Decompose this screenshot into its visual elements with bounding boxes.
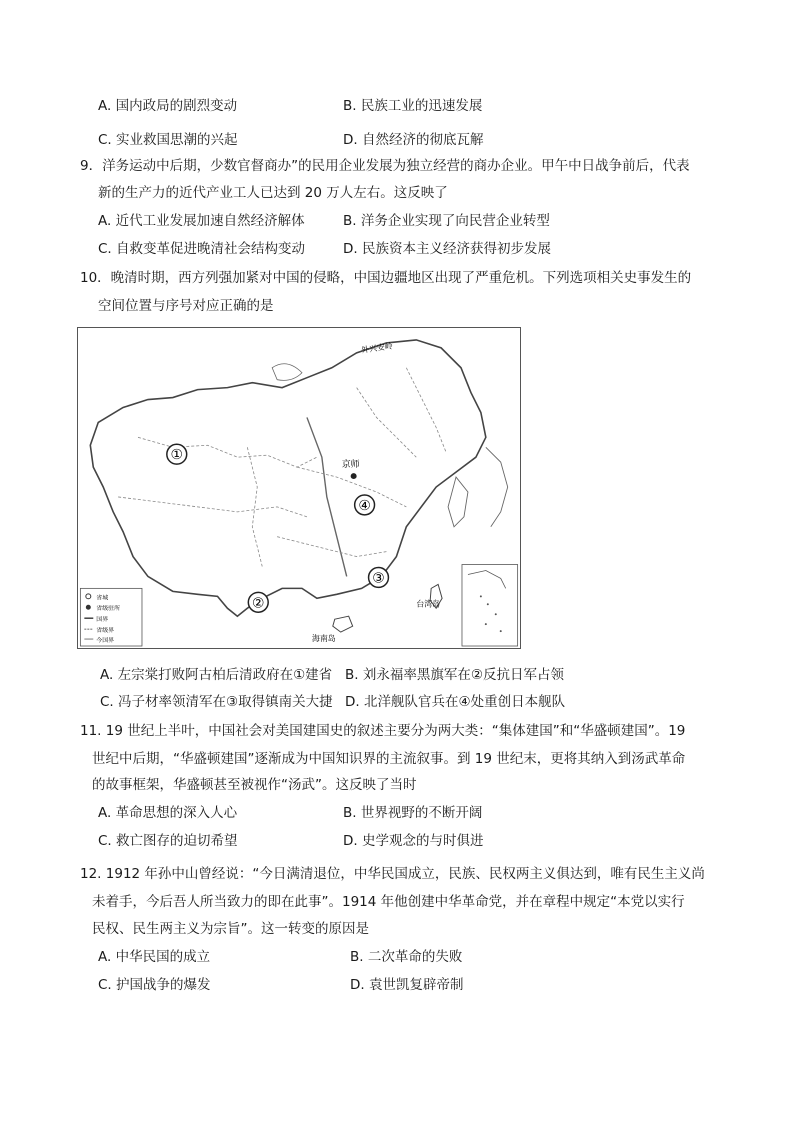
- q9-stem-line-2: 新的生产力的近代产业工人已达到 20 万人左右。这反映了: [98, 185, 448, 201]
- svg-text:①: ①: [170, 447, 183, 464]
- q12-stem-line-1: 12. 1912 年孙中山曾经说：“今日满清退位，中华民国成立，民族、民权两主义俱达到，唯有民生主义尚: [80, 866, 705, 882]
- svg-text:今国界: 今国界: [96, 637, 115, 645]
- svg-text:国界: 国界: [96, 616, 109, 624]
- q11-stem-line-3: 的故事框架，华盛顿甚至被视作“汤武”。这反映了当时: [92, 777, 417, 793]
- svg-text:②: ②: [252, 595, 265, 612]
- map-inset: [462, 565, 518, 646]
- q8-option-a: A. 国内政局的剧烈变动: [98, 98, 238, 114]
- svg-text:省级驻所: 省级驻所: [96, 605, 121, 613]
- svg-text:省级界: 省级界: [96, 627, 115, 635]
- svg-text:③: ③: [372, 570, 385, 587]
- marker-2: [248, 592, 268, 612]
- q10-option-c: C. 冯子材率领清军在③取得镇南关大捷: [100, 694, 333, 710]
- q10-option-b: B. 刘永福率黑旗军在②反抗日军占领: [345, 667, 564, 683]
- q8-option-b: B. 民族工业的迅速发展: [343, 98, 483, 114]
- q9-option-a: A. 近代工业发展加速自然经济解体: [98, 213, 305, 229]
- q12-option-b: B. 二次革命的失败: [350, 949, 463, 965]
- q10-stem-line-1: 10．晚清时期，西方列强加紧对中国的侵略，中国边疆地区出现了严重危机。下列选项相关史事发生的: [80, 270, 692, 286]
- svg-text:④: ④: [358, 497, 371, 514]
- q12-option-c: C. 护国战争的爆发: [98, 977, 211, 993]
- q11-stem-line-1: 11. 19 世纪上半叶，中国社会对美国建国史的叙述主要分为两大类：“集体建国”和“华盛顿建国”。19: [80, 723, 686, 739]
- q11-option-b: B. 世界视野的不断开阔: [343, 805, 483, 821]
- q12-option-a: A. 中华民国的成立: [98, 949, 211, 965]
- q9-option-d: D. 民族资本主义经济获得初步发展: [343, 241, 551, 257]
- q11-option-c: C. 救亡图存的迫切希望: [98, 833, 238, 849]
- q12-option-d: D. 袁世凯复辟帝制: [350, 977, 464, 993]
- marker-3: [369, 568, 389, 588]
- mountain-label: 外兴安岭: [360, 341, 394, 355]
- marker-4: [355, 495, 375, 515]
- map-legend: [80, 588, 142, 646]
- q8-option-d: D. 自然经济的彻底瓦解: [343, 132, 484, 148]
- capital-label: 京师: [341, 460, 360, 471]
- marker-1: [167, 444, 187, 464]
- q11-option-d: D. 史学观念的与时俱进: [343, 833, 484, 849]
- q10-option-a: A. 左宗棠打败阿古柏后清政府在①建省: [100, 667, 333, 683]
- q10-option-d: D. 北洋舰队官兵在④处重创日本舰队: [345, 694, 566, 710]
- svg-text:省城: 省城: [96, 594, 109, 602]
- q10-stem-line-2: 空间位置与序号对应正确的是: [98, 298, 274, 314]
- q9-stem-line-1: 9．洋务运动中后期，少数官督商办”的民用企业发展为独立经营的商办企业。甲午中日战争前后，代表: [80, 158, 690, 174]
- taiwan-label: 台湾岛: [416, 599, 441, 609]
- q11-option-a: A. 革命思想的深入人心: [98, 805, 238, 821]
- late-qing-map: [77, 327, 521, 649]
- q8-option-c: C. 实业救国思潮的兴起: [98, 132, 238, 148]
- q9-option-c: C. 自救变革促进晚清社会结构变动: [98, 241, 306, 257]
- q12-stem-line-3: 民权、民生两主义为宗旨”。这一转变的原因是: [92, 921, 369, 937]
- hainan-label: 海南岛: [311, 634, 336, 644]
- q11-stem-line-2: 世纪中后期，“华盛顿建国”逐渐成为中国知识界的主流叙事。到 19 世纪末，更将其纳入到汤武革命: [92, 751, 686, 767]
- q9-option-b: B. 洋务企业实现了向民营企业转型: [343, 213, 550, 229]
- q12-stem-line-2: 未着手，今后吾人所当致力的即在此事”。1914 年他创建中华革命党，并在章程中规定“本党以实行: [92, 894, 685, 910]
